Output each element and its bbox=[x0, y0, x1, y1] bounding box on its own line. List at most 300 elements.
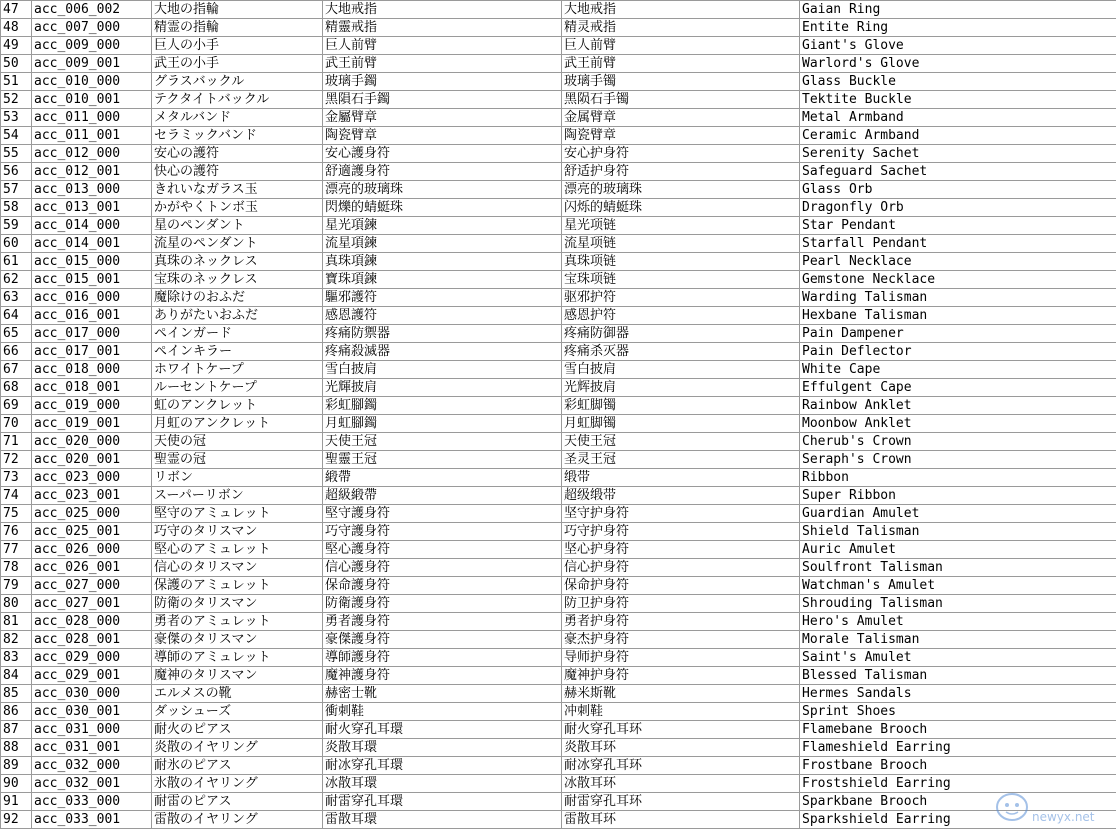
english-name-cell[interactable]: Pearl Necklace bbox=[800, 253, 1116, 271]
row-number-cell[interactable]: 68 bbox=[1, 379, 32, 397]
english-name-cell[interactable]: Sparkshield Earring bbox=[800, 811, 1116, 829]
japanese-name-cell[interactable]: 巧守のタリスマン bbox=[152, 523, 323, 541]
row-number-cell[interactable]: 69 bbox=[1, 397, 32, 415]
english-name-cell[interactable]: Hermes Sandals bbox=[800, 685, 1116, 703]
traditional-chinese-name-cell[interactable]: 漂亮的玻璃珠 bbox=[323, 181, 562, 199]
english-name-cell[interactable]: Rainbow Anklet bbox=[800, 397, 1116, 415]
japanese-name-cell[interactable]: 天使の冠 bbox=[152, 433, 323, 451]
simplified-chinese-name-cell[interactable]: 雷散耳环 bbox=[562, 811, 800, 829]
table-row bbox=[1, 253, 1116, 271]
english-name-cell[interactable]: Sprint Shoes bbox=[800, 703, 1116, 721]
traditional-chinese-name-cell[interactable]: 彩虹腳鐲 bbox=[323, 397, 562, 415]
simplified-chinese-name-cell[interactable]: 防卫护身符 bbox=[562, 595, 800, 613]
row-number-cell[interactable]: 88 bbox=[1, 739, 32, 757]
table-row bbox=[1, 811, 1116, 829]
row-number-cell[interactable]: 53 bbox=[1, 109, 32, 127]
row-number-cell[interactable]: 74 bbox=[1, 487, 32, 505]
traditional-chinese-name-cell[interactable]: 超級緞帶 bbox=[323, 487, 562, 505]
row-number-cell[interactable]: 75 bbox=[1, 505, 32, 523]
row-number-cell[interactable]: 58 bbox=[1, 199, 32, 217]
english-name-cell[interactable]: Super Ribbon bbox=[800, 487, 1116, 505]
english-name-cell[interactable]: White Cape bbox=[800, 361, 1116, 379]
simplified-chinese-name-cell[interactable]: 精灵戒指 bbox=[562, 19, 800, 37]
simplified-chinese-name-cell[interactable]: 月虹脚镯 bbox=[562, 415, 800, 433]
traditional-chinese-name-cell[interactable]: 耐冰穿孔耳環 bbox=[323, 757, 562, 775]
japanese-name-cell[interactable]: 巨人の小手 bbox=[152, 37, 323, 55]
traditional-chinese-name-cell[interactable]: 堅守護身符 bbox=[323, 505, 562, 523]
row-number-cell[interactable]: 90 bbox=[1, 775, 32, 793]
item-id-cell[interactable]: acc_028_000 bbox=[32, 613, 152, 631]
traditional-chinese-name-cell[interactable]: 精靈戒指 bbox=[323, 19, 562, 37]
traditional-chinese-name-cell[interactable]: 信心護身符 bbox=[323, 559, 562, 577]
item-id-cell[interactable]: acc_019_000 bbox=[32, 397, 152, 415]
japanese-name-cell[interactable]: ペインガード bbox=[152, 325, 323, 343]
japanese-name-cell[interactable]: ペインキラー bbox=[152, 343, 323, 361]
english-name-cell[interactable]: Hero's Amulet bbox=[800, 613, 1116, 631]
english-name-cell[interactable]: Star Pendant bbox=[800, 217, 1116, 235]
item-id-cell[interactable]: acc_017_000 bbox=[32, 325, 152, 343]
japanese-name-cell[interactable]: 宝珠のネックレス bbox=[152, 271, 323, 289]
english-name-cell[interactable]: Metal Armband bbox=[800, 109, 1116, 127]
table-row bbox=[1, 307, 1116, 325]
simplified-chinese-name-cell[interactable]: 超级缎带 bbox=[562, 487, 800, 505]
simplified-chinese-name-cell[interactable]: 魔神护身符 bbox=[562, 667, 800, 685]
traditional-chinese-name-cell[interactable]: 真珠項鍊 bbox=[323, 253, 562, 271]
english-name-cell[interactable]: Saint's Amulet bbox=[800, 649, 1116, 667]
japanese-name-cell[interactable]: きれいなガラス玉 bbox=[152, 181, 323, 199]
traditional-chinese-name-cell[interactable]: 玻璃手鐲 bbox=[323, 73, 562, 91]
row-number-cell[interactable]: 60 bbox=[1, 235, 32, 253]
english-name-cell[interactable]: Pain Dampener bbox=[800, 325, 1116, 343]
simplified-chinese-name-cell[interactable]: 舒适护身符 bbox=[562, 163, 800, 181]
table-row bbox=[1, 433, 1116, 451]
english-name-cell[interactable]: Flameshield Earring bbox=[800, 739, 1116, 757]
item-id-cell[interactable]: acc_027_001 bbox=[32, 595, 152, 613]
item-id-cell[interactable]: acc_020_001 bbox=[32, 451, 152, 469]
simplified-chinese-name-cell[interactable]: 疼痛防御器 bbox=[562, 325, 800, 343]
item-id-cell[interactable]: acc_029_000 bbox=[32, 649, 152, 667]
traditional-chinese-name-cell[interactable]: 赫密士靴 bbox=[323, 685, 562, 703]
row-number-cell[interactable]: 47 bbox=[1, 1, 32, 19]
item-id-cell[interactable]: acc_032_001 bbox=[32, 775, 152, 793]
table-row bbox=[1, 469, 1116, 487]
table-row bbox=[1, 577, 1116, 595]
table-row bbox=[1, 487, 1116, 505]
english-name-cell[interactable]: Sparkbane Brooch bbox=[800, 793, 1116, 811]
item-id-cell[interactable]: acc_016_001 bbox=[32, 307, 152, 325]
item-id-cell[interactable]: acc_011_001 bbox=[32, 127, 152, 145]
traditional-chinese-name-cell[interactable]: 耐雷穿孔耳環 bbox=[323, 793, 562, 811]
simplified-chinese-name-cell[interactable]: 信心护身符 bbox=[562, 559, 800, 577]
traditional-chinese-name-cell[interactable]: 黑隕石手鐲 bbox=[323, 91, 562, 109]
row-number-cell[interactable]: 54 bbox=[1, 127, 32, 145]
traditional-chinese-name-cell[interactable]: 疼痛防禦器 bbox=[323, 325, 562, 343]
english-name-cell[interactable]: Flamebane Brooch bbox=[800, 721, 1116, 739]
simplified-chinese-name-cell[interactable]: 豪杰护身符 bbox=[562, 631, 800, 649]
english-name-cell[interactable]: Frostbane Brooch bbox=[800, 757, 1116, 775]
item-id-cell[interactable]: acc_032_000 bbox=[32, 757, 152, 775]
japanese-name-cell[interactable]: 快心の護符 bbox=[152, 163, 323, 181]
row-number-cell[interactable]: 52 bbox=[1, 91, 32, 109]
row-number-cell[interactable]: 92 bbox=[1, 811, 32, 829]
english-name-cell[interactable]: Dragonfly Orb bbox=[800, 199, 1116, 217]
item-id-cell[interactable]: acc_013_000 bbox=[32, 181, 152, 199]
simplified-chinese-name-cell[interactable]: 漂亮的玻璃珠 bbox=[562, 181, 800, 199]
english-name-cell[interactable]: Effulgent Cape bbox=[800, 379, 1116, 397]
item-id-cell[interactable]: acc_025_001 bbox=[32, 523, 152, 541]
traditional-chinese-name-cell[interactable]: 舒適護身符 bbox=[323, 163, 562, 181]
row-number-cell[interactable]: 80 bbox=[1, 595, 32, 613]
japanese-name-cell[interactable]: 武王の小手 bbox=[152, 55, 323, 73]
row-number-cell[interactable]: 85 bbox=[1, 685, 32, 703]
table-row bbox=[1, 415, 1116, 433]
english-name-cell[interactable]: Hexbane Talisman bbox=[800, 307, 1116, 325]
japanese-name-cell[interactable]: テクタイトバックル bbox=[152, 91, 323, 109]
japanese-name-cell[interactable]: 流星のペンダント bbox=[152, 235, 323, 253]
simplified-chinese-name-cell[interactable]: 驱邪护符 bbox=[562, 289, 800, 307]
item-id-cell[interactable]: acc_018_000 bbox=[32, 361, 152, 379]
traditional-chinese-name-cell[interactable]: 金屬臂章 bbox=[323, 109, 562, 127]
row-number-cell[interactable]: 82 bbox=[1, 631, 32, 649]
row-number-cell[interactable]: 51 bbox=[1, 73, 32, 91]
table-row bbox=[1, 343, 1116, 361]
english-name-cell[interactable]: Giant's Glove bbox=[800, 37, 1116, 55]
simplified-chinese-name-cell[interactable]: 冲刺鞋 bbox=[562, 703, 800, 721]
simplified-chinese-name-cell[interactable]: 耐火穿孔耳环 bbox=[562, 721, 800, 739]
english-name-cell[interactable]: Shrouding Talisman bbox=[800, 595, 1116, 613]
english-name-cell[interactable]: Glass Buckle bbox=[800, 73, 1116, 91]
japanese-name-cell[interactable]: ホワイトケープ bbox=[152, 361, 323, 379]
item-id-cell[interactable]: acc_012_000 bbox=[32, 145, 152, 163]
simplified-chinese-name-cell[interactable]: 宝珠项链 bbox=[562, 271, 800, 289]
simplified-chinese-name-cell[interactable]: 巧守护身符 bbox=[562, 523, 800, 541]
table-row bbox=[1, 163, 1116, 181]
row-number-cell[interactable]: 64 bbox=[1, 307, 32, 325]
english-name-cell[interactable]: Morale Talisman bbox=[800, 631, 1116, 649]
traditional-chinese-name-cell[interactable]: 堅心護身符 bbox=[323, 541, 562, 559]
table-row bbox=[1, 145, 1116, 163]
traditional-chinese-name-cell[interactable]: 疼痛殺滅器 bbox=[323, 343, 562, 361]
row-number-cell[interactable]: 87 bbox=[1, 721, 32, 739]
english-name-cell[interactable]: Serenity Sachet bbox=[800, 145, 1116, 163]
japanese-name-cell[interactable]: ダッシューズ bbox=[152, 703, 323, 721]
traditional-chinese-name-cell[interactable]: 衝刺鞋 bbox=[323, 703, 562, 721]
item-id-cell[interactable]: acc_023_000 bbox=[32, 469, 152, 487]
item-id-cell[interactable]: acc_009_001 bbox=[32, 55, 152, 73]
item-id-cell[interactable]: acc_015_000 bbox=[32, 253, 152, 271]
item-id-cell[interactable]: acc_031_001 bbox=[32, 739, 152, 757]
row-number-cell[interactable]: 59 bbox=[1, 217, 32, 235]
japanese-name-cell[interactable]: 魔除けのおふだ bbox=[152, 289, 323, 307]
item-id-cell[interactable]: acc_025_000 bbox=[32, 505, 152, 523]
row-number-cell[interactable]: 70 bbox=[1, 415, 32, 433]
item-id-cell[interactable]: acc_026_001 bbox=[32, 559, 152, 577]
english-name-cell[interactable]: Glass Orb bbox=[800, 181, 1116, 199]
english-name-cell[interactable]: Ceramic Armband bbox=[800, 127, 1116, 145]
item-id-cell[interactable]: acc_026_000 bbox=[32, 541, 152, 559]
japanese-name-cell[interactable]: 虹のアンクレット bbox=[152, 397, 323, 415]
simplified-chinese-name-cell[interactable]: 耐冰穿孔耳环 bbox=[562, 757, 800, 775]
japanese-name-cell[interactable]: 星のペンダント bbox=[152, 217, 323, 235]
simplified-chinese-name-cell[interactable]: 疼痛杀灭器 bbox=[562, 343, 800, 361]
traditional-chinese-name-cell[interactable]: 豪傑護身符 bbox=[323, 631, 562, 649]
row-number-cell[interactable]: 76 bbox=[1, 523, 32, 541]
japanese-name-cell[interactable]: 精霊の指輪 bbox=[152, 19, 323, 37]
english-name-cell[interactable]: Auric Amulet bbox=[800, 541, 1116, 559]
simplified-chinese-name-cell[interactable]: 保命护身符 bbox=[562, 577, 800, 595]
item-id-cell[interactable]: acc_009_000 bbox=[32, 37, 152, 55]
simplified-chinese-name-cell[interactable]: 感恩护符 bbox=[562, 307, 800, 325]
row-number-cell[interactable]: 48 bbox=[1, 19, 32, 37]
simplified-chinese-name-cell[interactable]: 天使王冠 bbox=[562, 433, 800, 451]
table-row bbox=[1, 505, 1116, 523]
table-row bbox=[1, 793, 1116, 811]
japanese-name-cell[interactable]: 月虹のアンクレット bbox=[152, 415, 323, 433]
japanese-name-cell[interactable]: 耐雷のピアス bbox=[152, 793, 323, 811]
traditional-chinese-name-cell[interactable]: 防衛護身符 bbox=[323, 595, 562, 613]
traditional-chinese-name-cell[interactable]: 緞帶 bbox=[323, 469, 562, 487]
traditional-chinese-name-cell[interactable]: 勇者護身符 bbox=[323, 613, 562, 631]
traditional-chinese-name-cell[interactable]: 炎散耳環 bbox=[323, 739, 562, 757]
row-number-cell[interactable]: 50 bbox=[1, 55, 32, 73]
traditional-chinese-name-cell[interactable]: 大地戒指 bbox=[323, 1, 562, 19]
traditional-chinese-name-cell[interactable]: 保命護身符 bbox=[323, 577, 562, 595]
traditional-chinese-name-cell[interactable]: 驅邪護符 bbox=[323, 289, 562, 307]
japanese-name-cell[interactable]: 堅心のアミュレット bbox=[152, 541, 323, 559]
japanese-name-cell[interactable]: 豪傑のタリスマン bbox=[152, 631, 323, 649]
english-name-cell[interactable]: Pain Deflector bbox=[800, 343, 1116, 361]
simplified-chinese-name-cell[interactable]: 金属臂章 bbox=[562, 109, 800, 127]
japanese-name-cell[interactable]: 導師のアミュレット bbox=[152, 649, 323, 667]
table-row bbox=[1, 361, 1116, 379]
item-id-cell[interactable]: acc_010_001 bbox=[32, 91, 152, 109]
simplified-chinese-name-cell[interactable]: 安心护身符 bbox=[562, 145, 800, 163]
traditional-chinese-name-cell[interactable]: 聖靈王冠 bbox=[323, 451, 562, 469]
item-id-cell[interactable]: acc_007_000 bbox=[32, 19, 152, 37]
simplified-chinese-name-cell[interactable]: 流星项链 bbox=[562, 235, 800, 253]
japanese-name-cell[interactable]: 真珠のネックレス bbox=[152, 253, 323, 271]
traditional-chinese-name-cell[interactable]: 巧守護身符 bbox=[323, 523, 562, 541]
japanese-name-cell[interactable]: 炎散のイヤリング bbox=[152, 739, 323, 757]
traditional-chinese-name-cell[interactable]: 安心護身符 bbox=[323, 145, 562, 163]
row-number-cell[interactable]: 71 bbox=[1, 433, 32, 451]
japanese-name-cell[interactable]: スーパーリボン bbox=[152, 487, 323, 505]
table-row bbox=[1, 613, 1116, 631]
item-id-cell[interactable]: acc_014_001 bbox=[32, 235, 152, 253]
traditional-chinese-name-cell[interactable]: 耐火穿孔耳環 bbox=[323, 721, 562, 739]
table-row bbox=[1, 451, 1116, 469]
row-number-cell[interactable]: 83 bbox=[1, 649, 32, 667]
row-number-cell[interactable]: 66 bbox=[1, 343, 32, 361]
item-id-cell[interactable]: acc_015_001 bbox=[32, 271, 152, 289]
japanese-name-cell[interactable]: 氷散のイヤリング bbox=[152, 775, 323, 793]
row-number-cell[interactable]: 89 bbox=[1, 757, 32, 775]
traditional-chinese-name-cell[interactable]: 光輝披肩 bbox=[323, 379, 562, 397]
english-name-cell[interactable]: Safeguard Sachet bbox=[800, 163, 1116, 181]
item-id-cell[interactable]: acc_027_000 bbox=[32, 577, 152, 595]
english-name-cell[interactable]: Tektite Buckle bbox=[800, 91, 1116, 109]
english-name-cell[interactable]: Soulfront Talisman bbox=[800, 559, 1116, 577]
simplified-chinese-name-cell[interactable]: 真珠项链 bbox=[562, 253, 800, 271]
simplified-chinese-name-cell[interactable]: 黑陨石手镯 bbox=[562, 91, 800, 109]
row-number-cell[interactable]: 65 bbox=[1, 325, 32, 343]
item-id-cell[interactable]: acc_030_001 bbox=[32, 703, 152, 721]
english-name-cell[interactable]: Entite Ring bbox=[800, 19, 1116, 37]
row-number-cell[interactable]: 72 bbox=[1, 451, 32, 469]
simplified-chinese-name-cell[interactable]: 缎带 bbox=[562, 469, 800, 487]
table-row bbox=[1, 19, 1116, 37]
row-number-cell[interactable]: 79 bbox=[1, 577, 32, 595]
english-name-cell[interactable]: Ribbon bbox=[800, 469, 1116, 487]
row-number-cell[interactable]: 91 bbox=[1, 793, 32, 811]
item-id-cell[interactable]: acc_014_000 bbox=[32, 217, 152, 235]
traditional-chinese-name-cell[interactable]: 武王前臂 bbox=[323, 55, 562, 73]
japanese-name-cell[interactable]: 勇者のアミュレット bbox=[152, 613, 323, 631]
traditional-chinese-name-cell[interactable]: 導師護身符 bbox=[323, 649, 562, 667]
english-name-cell[interactable]: Frostshield Earring bbox=[800, 775, 1116, 793]
traditional-chinese-name-cell[interactable]: 寶珠項鍊 bbox=[323, 271, 562, 289]
item-id-cell[interactable]: acc_016_000 bbox=[32, 289, 152, 307]
row-number-cell[interactable]: 81 bbox=[1, 613, 32, 631]
row-number-cell[interactable]: 78 bbox=[1, 559, 32, 577]
traditional-chinese-name-cell[interactable]: 感恩護符 bbox=[323, 307, 562, 325]
english-name-cell[interactable]: Watchman's Amulet bbox=[800, 577, 1116, 595]
japanese-name-cell[interactable]: 魔神のタリスマン bbox=[152, 667, 323, 685]
japanese-name-cell[interactable]: 堅守のアミュレット bbox=[152, 505, 323, 523]
traditional-chinese-name-cell[interactable]: 流星項鍊 bbox=[323, 235, 562, 253]
japanese-name-cell[interactable]: 保護のアミュレット bbox=[152, 577, 323, 595]
item-id-cell[interactable]: acc_031_000 bbox=[32, 721, 152, 739]
english-name-cell[interactable]: Seraph's Crown bbox=[800, 451, 1116, 469]
item-id-cell[interactable]: acc_033_000 bbox=[32, 793, 152, 811]
simplified-chinese-name-cell[interactable]: 勇者护身符 bbox=[562, 613, 800, 631]
japanese-name-cell[interactable]: ルーセントケープ bbox=[152, 379, 323, 397]
row-number-cell[interactable]: 61 bbox=[1, 253, 32, 271]
row-number-cell[interactable]: 62 bbox=[1, 271, 32, 289]
item-id-cell[interactable]: acc_030_000 bbox=[32, 685, 152, 703]
simplified-chinese-name-cell[interactable]: 冰散耳环 bbox=[562, 775, 800, 793]
item-id-cell[interactable]: acc_006_002 bbox=[32, 1, 152, 19]
traditional-chinese-name-cell[interactable]: 魔神護身符 bbox=[323, 667, 562, 685]
row-number-cell[interactable]: 63 bbox=[1, 289, 32, 307]
item-id-cell[interactable]: acc_017_001 bbox=[32, 343, 152, 361]
item-id-cell[interactable]: acc_019_001 bbox=[32, 415, 152, 433]
table-row bbox=[1, 127, 1116, 145]
item-id-cell[interactable]: acc_028_001 bbox=[32, 631, 152, 649]
simplified-chinese-name-cell[interactable]: 陶瓷臂章 bbox=[562, 127, 800, 145]
table-row bbox=[1, 595, 1116, 613]
japanese-name-cell[interactable]: 大地の指輪 bbox=[152, 1, 323, 19]
english-name-cell[interactable]: Guardian Amulet bbox=[800, 505, 1116, 523]
japanese-name-cell[interactable]: 防衛のタリスマン bbox=[152, 595, 323, 613]
simplified-chinese-name-cell[interactable]: 坚心护身符 bbox=[562, 541, 800, 559]
item-id-cell[interactable]: acc_011_000 bbox=[32, 109, 152, 127]
item-id-cell[interactable]: acc_029_001 bbox=[32, 667, 152, 685]
japanese-name-cell[interactable]: 安心の護符 bbox=[152, 145, 323, 163]
item-id-cell[interactable]: acc_033_001 bbox=[32, 811, 152, 829]
english-name-cell[interactable]: Blessed Talisman bbox=[800, 667, 1116, 685]
item-id-cell[interactable]: acc_018_001 bbox=[32, 379, 152, 397]
item-id-cell[interactable]: acc_013_001 bbox=[32, 199, 152, 217]
item-id-cell[interactable]: acc_020_000 bbox=[32, 433, 152, 451]
traditional-chinese-name-cell[interactable]: 冰散耳環 bbox=[323, 775, 562, 793]
english-name-cell[interactable]: Warlord's Glove bbox=[800, 55, 1116, 73]
simplified-chinese-name-cell[interactable]: 赫米斯靴 bbox=[562, 685, 800, 703]
japanese-name-cell[interactable]: セラミックバンド bbox=[152, 127, 323, 145]
item-id-cell[interactable]: acc_023_001 bbox=[32, 487, 152, 505]
row-number-cell[interactable]: 57 bbox=[1, 181, 32, 199]
item-id-cell[interactable]: acc_012_001 bbox=[32, 163, 152, 181]
japanese-name-cell[interactable]: ありがたいおふだ bbox=[152, 307, 323, 325]
japanese-name-cell[interactable]: エルメスの靴 bbox=[152, 685, 323, 703]
table-row bbox=[1, 775, 1116, 793]
english-name-cell[interactable]: Moonbow Anklet bbox=[800, 415, 1116, 433]
simplified-chinese-name-cell[interactable]: 闪烁的蜻蜓珠 bbox=[562, 199, 800, 217]
simplified-chinese-name-cell[interactable]: 雪白披肩 bbox=[562, 361, 800, 379]
japanese-name-cell[interactable]: 耐火のピアス bbox=[152, 721, 323, 739]
simplified-chinese-name-cell[interactable]: 光辉披肩 bbox=[562, 379, 800, 397]
row-number-cell[interactable]: 49 bbox=[1, 37, 32, 55]
row-number-cell[interactable]: 67 bbox=[1, 361, 32, 379]
table-row bbox=[1, 757, 1116, 775]
simplified-chinese-name-cell[interactable]: 导师护身符 bbox=[562, 649, 800, 667]
japanese-name-cell[interactable]: かがやくトンボ玉 bbox=[152, 199, 323, 217]
row-number-cell[interactable]: 86 bbox=[1, 703, 32, 721]
english-name-cell[interactable]: Warding Talisman bbox=[800, 289, 1116, 307]
simplified-chinese-name-cell[interactable]: 圣灵王冠 bbox=[562, 451, 800, 469]
traditional-chinese-name-cell[interactable]: 巨人前臂 bbox=[323, 37, 562, 55]
simplified-chinese-name-cell[interactable]: 彩虹脚镯 bbox=[562, 397, 800, 415]
item-id-cell[interactable]: acc_010_000 bbox=[32, 73, 152, 91]
japanese-name-cell[interactable]: 雷散のイヤリング bbox=[152, 811, 323, 829]
row-number-cell[interactable]: 77 bbox=[1, 541, 32, 559]
japanese-name-cell[interactable]: リボン bbox=[152, 469, 323, 487]
simplified-chinese-name-cell[interactable]: 耐雷穿孔耳环 bbox=[562, 793, 800, 811]
traditional-chinese-name-cell[interactable]: 雪白披肩 bbox=[323, 361, 562, 379]
row-number-cell[interactable]: 55 bbox=[1, 145, 32, 163]
table-row bbox=[1, 631, 1116, 649]
japanese-name-cell[interactable]: 信心のタリスマン bbox=[152, 559, 323, 577]
traditional-chinese-name-cell[interactable]: 月虹腳鐲 bbox=[323, 415, 562, 433]
english-name-cell[interactable]: Gemstone Necklace bbox=[800, 271, 1116, 289]
simplified-chinese-name-cell[interactable]: 大地戒指 bbox=[562, 1, 800, 19]
traditional-chinese-name-cell[interactable]: 陶瓷臂章 bbox=[323, 127, 562, 145]
simplified-chinese-name-cell[interactable]: 坚守护身符 bbox=[562, 505, 800, 523]
simplified-chinese-name-cell[interactable]: 巨人前臂 bbox=[562, 37, 800, 55]
english-name-cell[interactable]: Starfall Pendant bbox=[800, 235, 1116, 253]
english-name-cell[interactable]: Shield Talisman bbox=[800, 523, 1116, 541]
table-row bbox=[1, 667, 1116, 685]
simplified-chinese-name-cell[interactable]: 玻璃手镯 bbox=[562, 73, 800, 91]
japanese-name-cell[interactable]: メタルバンド bbox=[152, 109, 323, 127]
japanese-name-cell[interactable]: 聖霊の冠 bbox=[152, 451, 323, 469]
traditional-chinese-name-cell[interactable]: 天使王冠 bbox=[323, 433, 562, 451]
traditional-chinese-name-cell[interactable]: 雷散耳環 bbox=[323, 811, 562, 829]
simplified-chinese-name-cell[interactable]: 炎散耳环 bbox=[562, 739, 800, 757]
simplified-chinese-name-cell[interactable]: 星光项链 bbox=[562, 217, 800, 235]
japanese-name-cell[interactable]: 耐氷のピアス bbox=[152, 757, 323, 775]
japanese-name-cell[interactable]: グラスバックル bbox=[152, 73, 323, 91]
watermark-text: newyx.net bbox=[1032, 810, 1095, 824]
traditional-chinese-name-cell[interactable]: 閃爍的蜻蜓珠 bbox=[323, 199, 562, 217]
english-name-cell[interactable]: Cherub's Crown bbox=[800, 433, 1116, 451]
simplified-chinese-name-cell[interactable]: 武王前臂 bbox=[562, 55, 800, 73]
english-name-cell[interactable]: Gaian Ring bbox=[800, 1, 1116, 19]
traditional-chinese-name-cell[interactable]: 星光項鍊 bbox=[323, 217, 562, 235]
row-number-cell[interactable]: 56 bbox=[1, 163, 32, 181]
row-number-cell[interactable]: 84 bbox=[1, 667, 32, 685]
row-number-cell[interactable]: 73 bbox=[1, 469, 32, 487]
